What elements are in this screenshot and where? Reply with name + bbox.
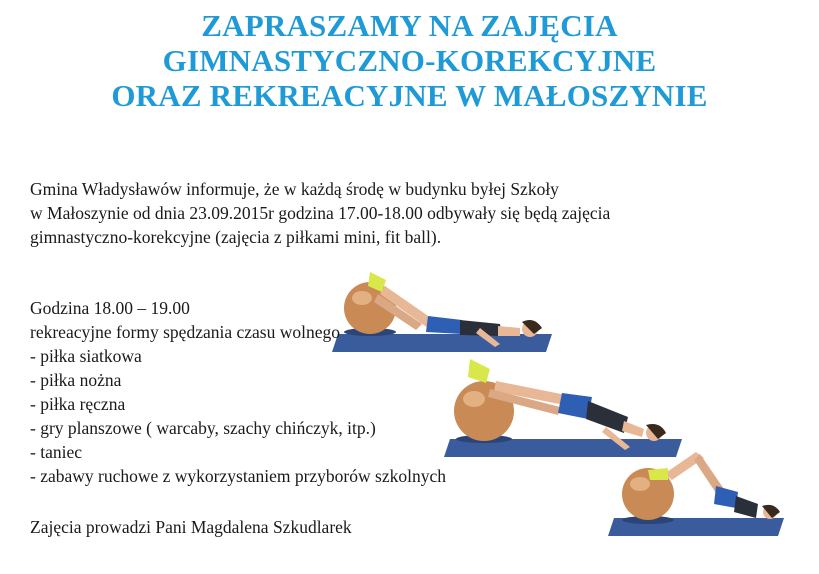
intro-line-3: gimnastyczno-korekcyjne (zajęcia z piłkami mini, fit ball). (30, 227, 442, 247)
list-item: - gry planszowe ( warcaby, szachy chińczyk, itp.) (30, 418, 376, 438)
list-item: - taniec (30, 442, 82, 462)
recreation-section (30, 296, 446, 488)
instructor-line: Zajęcia prowadzi Pani Magdalena Szkudlarek (30, 517, 352, 537)
list-item: - piłka ręczna (30, 394, 126, 414)
title-line-1: ZAPRASZAMY NA ZAJĘCIA (201, 8, 618, 43)
list-item: - piłka siatkowa (30, 346, 142, 366)
intro-paragraph (30, 177, 610, 249)
title-line-3: ORAZ REKREACYJNE W MAŁOSZYNIE (111, 78, 708, 113)
recreation-heading: rekreacyjne formy spędzania czasu wolnego (30, 322, 340, 342)
list-item: - piłka nożna (30, 370, 122, 390)
recreation-hours: Godzina 18.00 – 19.00 (30, 298, 190, 318)
poster-title (0, 8, 819, 113)
title-line-2: GIMNASTYCZNO-KOREKCYJNE (162, 43, 657, 78)
intro-line-1: Gmina Władysławów informuje, że w każdą środę w budynku byłej Szkoły (30, 179, 559, 199)
exercise-figure-3 (608, 446, 788, 542)
list-item: - zabawy ruchowe z wykorzystaniem przyborów szkolnych (30, 466, 446, 486)
intro-line-2: w Małoszynie od dnia 23.09.2015r godzina 17.00-18.00 odbywały się będą zajęcia (30, 203, 611, 223)
